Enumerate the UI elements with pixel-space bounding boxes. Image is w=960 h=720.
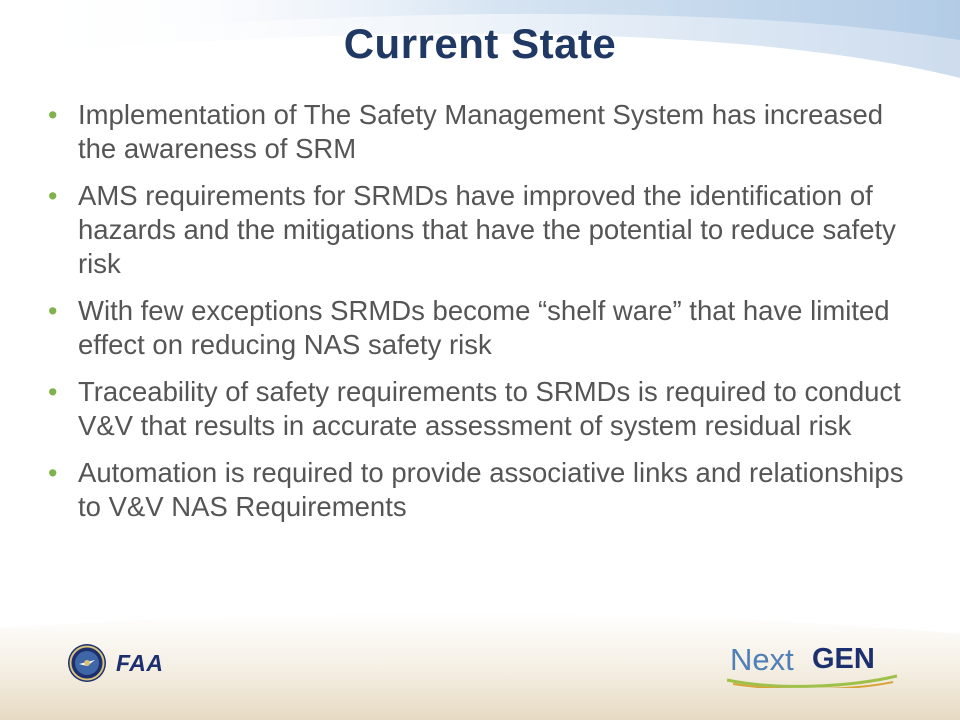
bullet-item: [48, 294, 908, 362]
bullet-text: Traceability of safety requirements to SRMDs is required to conduct V&V that results in accurate assessment of system residual risk: [78, 376, 901, 441]
bullet-text: AMS requirements for SRMDs have improved the identification of hazards and the mitigations that have the potential to reduce safety risk: [78, 180, 896, 279]
bullet-icon: •: [48, 377, 58, 407]
bullet-text: Implementation of The Safety Management System has increased the awareness of SRM: [78, 99, 884, 164]
bullet-item: [48, 375, 908, 443]
bullet-icon: •: [48, 181, 58, 211]
nextgen-logo-next: Next: [730, 642, 794, 677]
faa-logo-text: FAA: [116, 650, 164, 676]
bullet-list: [48, 98, 908, 537]
bullet-item: [48, 98, 908, 166]
nextgen-logo-gen: GEN: [812, 643, 875, 675]
bullet-text: Automation is required to provide associative links and relationships to V&V NAS Requirements: [78, 457, 904, 522]
bullet-item: [48, 456, 908, 524]
bullet-icon: •: [48, 100, 58, 130]
slide-title: Current State: [343, 20, 617, 67]
bullet-text: With few exceptions SRMDs become “shelf ware” that have limited effect on reducing NAS safety risk: [78, 295, 890, 360]
bullet-icon: •: [48, 458, 58, 488]
bullet-icon: •: [48, 296, 58, 326]
bullet-item: [48, 179, 908, 281]
